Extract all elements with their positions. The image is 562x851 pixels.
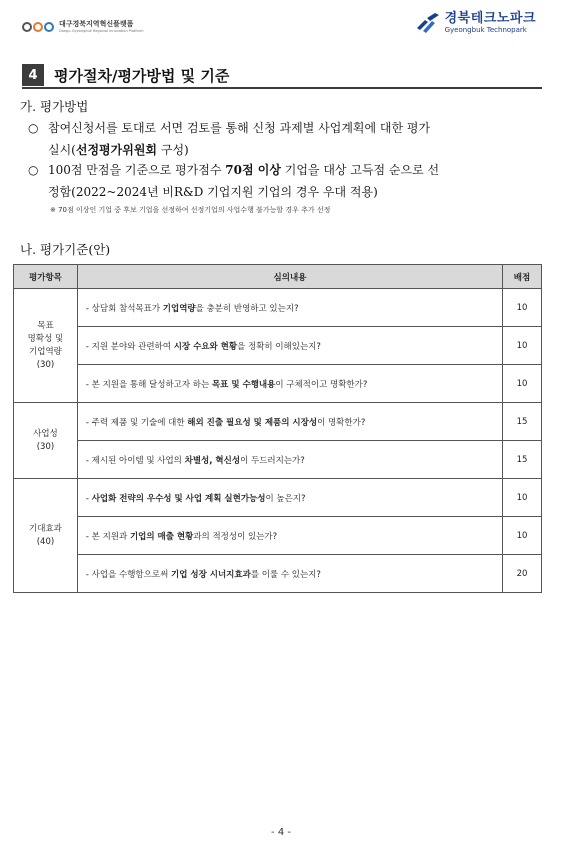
table-header-row [14,265,542,289]
header-score: 배점 [503,265,542,289]
criteria-description: - 상담회 참석목표가 기업역량을 충분히 반영하고 있는지? [77,289,502,327]
criteria-keyword: 시장 수요와 현황 [173,341,238,352]
criteria-description: - 사업을 수행함으로써 기업 성장 시너지효과를 이룰 수 있는지? [77,555,502,593]
section-underline [22,87,542,89]
bullet-circle-icon: ○ [28,163,39,177]
method-item-1-bold: 선정평가위원회 [75,143,158,157]
category-cell [14,289,78,403]
page-number: - 4 - [271,827,291,838]
score-cell: 10 [503,327,542,365]
method-item-1: ○ 참여신청서를 토대로 서면 검토를 통해 신청 과제별 사업계획에 대한 평가 실시(선정평가위원회 구성) [28,117,543,161]
criteria-description: - 지원 분야와 관련하여 시장 수요와 현황을 정확히 이해있는지? [77,327,502,365]
category-line: 명확성 및 [27,333,64,344]
table-row [14,441,542,479]
score-cell: 15 [503,403,542,441]
category-line: (30) [36,359,55,370]
category-line: 기업역량 [29,346,62,357]
table-row [14,365,542,403]
left-logo-text: 대구경북지역혁신플랫폼 [59,20,134,28]
criteria-heading: 나. 평가기준(안) [20,242,111,257]
section-title: 평가절차/평가방법 및 기준 [54,66,230,85]
header-category: 평가항목 [14,265,78,289]
method-item-2-bold: 70점 이상 [225,163,281,177]
criteria-keyword: 기업 성장 시너지효과 [170,569,251,580]
bullet-circle-icon: ○ [28,121,39,135]
criteria-keyword: 해외 진출 필요성 및 제품의 시장성 [187,417,318,428]
score-cell: 10 [503,365,542,403]
criteria-description: - 본 지원과 기업의 매출 현황과의 적정성이 있는가? [77,517,502,555]
criteria-keyword: 사업화 전략의 우수성 및 사업 계획 실현가능성 [91,493,266,504]
criteria-description: - 사업화 전략의 우수성 및 사업 계획 실현가능성이 높은지? [77,479,502,517]
header-content: 심의내용 [77,265,502,289]
category-line: (40) [36,536,55,547]
table-row [14,403,542,441]
method-item-1-line1: 참여신청서를 토대로 서면 검토를 통해 신청 과제별 사업계획에 대한 평가 [48,121,431,135]
criteria-keyword: 차별성, 혁신성 [184,455,241,466]
score-cell: 10 [503,517,542,555]
table-row [14,517,542,555]
table-row [14,479,542,517]
category-cell [14,403,78,479]
criteria-table [13,264,542,593]
category-line: 목표 [37,320,54,331]
page-header [0,0,562,50]
right-logo-text: 경북테크노파크 [444,11,536,26]
method-item-2-line2: 정함(2022~2024년 비R&D 기업지원 기업의 경우 우대 적용) [48,185,378,199]
left-logo-subtext: Daegu-Gyeongbuk Regional Innovation Platform [59,29,144,33]
criteria-description: - 본 지원을 통해 달성하고자 하는 목표 및 수행내용이 구체적이고 명확한가? [77,365,502,403]
table-row [14,289,542,327]
criteria-keyword: 기업의 매출 현황 [129,531,194,542]
criteria-description: - 주력 제품 및 기술에 대한 해외 진출 필요성 및 제품의 시장성이 명확한가? [77,403,502,441]
category-cell [14,479,78,593]
table-row [14,327,542,365]
criteria-keyword: 목표 및 수행내용 [211,379,276,390]
table-row [14,555,542,593]
daegu-gyeongbuk-platform-logo [22,20,144,34]
gyeongbuk-technopark-logo [415,11,536,35]
technopark-swoosh-icon [415,12,441,34]
score-cell: 20 [503,555,542,593]
right-logo-subtext: Gyeongbuk Technopark [444,26,527,34]
criteria-keyword: 기업역량 [162,303,196,314]
score-cell: 10 [503,479,542,517]
category-line: 사업성 [33,428,58,439]
method-item-2: ○ 100점 만점을 기준으로 평가점수 70점 이상 기업을 대상 고득점 순으로 선 정함(2022~2024년 비R&D 기업지원 기업의 경우 우대 적용) [28,159,543,203]
rings-icon [22,22,54,32]
category-line: 기대효과 [29,523,62,534]
method-note: ※ 70점 이상인 기업 중 후보 기업을 선정하여 선정기업의 사업수행 불가능할 경우 추가 선정 [50,206,331,214]
section-number: 4 [22,64,44,86]
category-line: (30) [36,441,55,452]
score-cell: 10 [503,289,542,327]
criteria-description: - 제시된 아이템 및 사업의 차별성, 혁신성이 두드러지는가? [77,441,502,479]
method-heading: 가. 평가방법 [20,99,89,114]
section-title-bar [22,61,542,89]
score-cell: 15 [503,441,542,479]
